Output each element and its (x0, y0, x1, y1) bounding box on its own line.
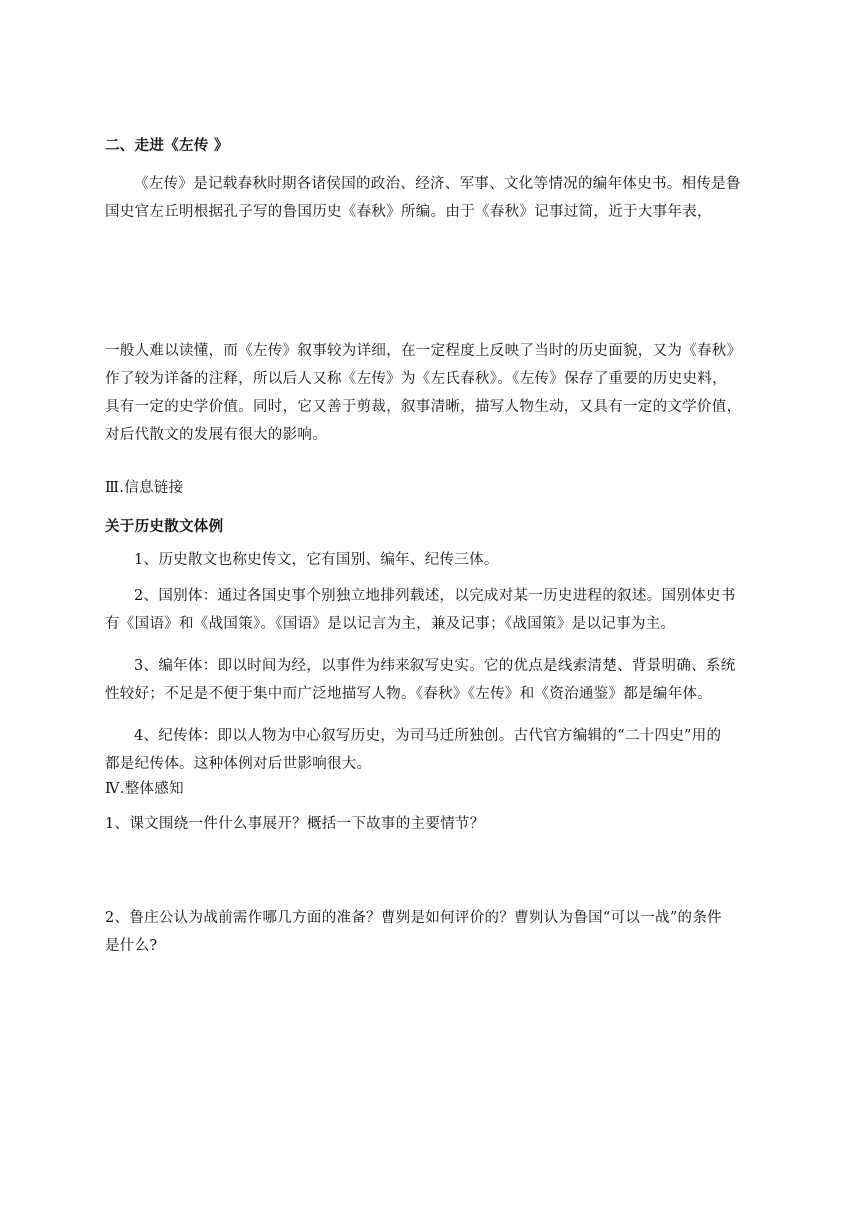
paragraph-2-line-3: 具有一定的史学价值。同时，它又善于剪裁，叙事清晰，描写人物生动，又具有一定的文学价值， (105, 399, 742, 415)
paragraph-2-line-2: 作了较为详备的注释，所以后人又称《左传》为《左氏春秋》。《左传》保存了重要的历史史料， (105, 371, 727, 387)
list-item-1 (105, 546, 755, 574)
section-two-paragraph-2 (105, 337, 755, 449)
list-item-3 (105, 652, 755, 708)
item-4-line-2: 都是纪传体。这种体例对后世影响很大。 (105, 756, 372, 772)
list-item-2 (105, 582, 755, 638)
item-1-line-1: 1、历史散文也称史传文，它有国别、编年、纪传三体。 (134, 552, 499, 568)
list-item-4 (105, 722, 755, 778)
section-four-heading: Ⅳ.整体感知 (105, 781, 184, 797)
item-3-line-2: 性较好；不足是不便于集中而广泛地描写人物。《春秋》《左传》和《资治通鉴》都是编年体。 (105, 686, 713, 702)
item-4-line-1: 4、纪传体：即以人物为中心叙写历史，为司马迁所独创。古代官方编辑的“二十四史”用的 (134, 728, 722, 744)
question-1: 1、课文围绕一件什么事展开？概括一下故事的主要情节？ (105, 816, 485, 832)
section-two-paragraph-1 (105, 170, 755, 226)
paragraph-1-line-1: 《左传》是记载春秋时期各诸侯国的政治、经济、军事、文化等情况的编年体史书。相传是鲁 (134, 176, 741, 192)
item-3-line-1: 3、编年体：即以时间为经，以事件为纬来叙写史实。它的优点是线索清楚、背景明确、系统 (134, 658, 736, 674)
paragraph-2-line-1: 一般人难以读懂，而《左传》叙事较为详细，在一定程度上反映了当时的历史面貌，又为《春秋》 (105, 343, 742, 359)
question-2 (105, 904, 755, 960)
question-2-line-2: 是什么? (105, 938, 158, 954)
question-2-line-1: 2、鲁庄公认为战前需作哪几方面的准备？曹刿是如何评价的？曹刿认为鲁国“可以一战”的条件 (105, 910, 722, 926)
section-three-subheading: 关于历史散文体例 (105, 519, 224, 535)
section-two-heading: 二、走进《左传 》 (105, 138, 229, 154)
paragraph-2-line-4: 对后代散文的发展有很大的影响。 (105, 427, 327, 443)
item-2-line-2: 有《国语》和《战国策》。《国语》是以记言为主，兼及记事；《战国策》是以记事为主。 (105, 616, 676, 632)
item-2-line-1: 2、国别体：通过各国史事个别独立地排列载述，以完成对某一历史进程的叙述。国别体史书 (134, 588, 736, 604)
paragraph-1-line-2: 国史官左丘明根据孔子写的鲁国历史《春秋》所编。由于《春秋》记事过简，近于大事年表， (105, 204, 712, 220)
section-three-heading: Ⅲ.信息链接 (105, 480, 184, 496)
